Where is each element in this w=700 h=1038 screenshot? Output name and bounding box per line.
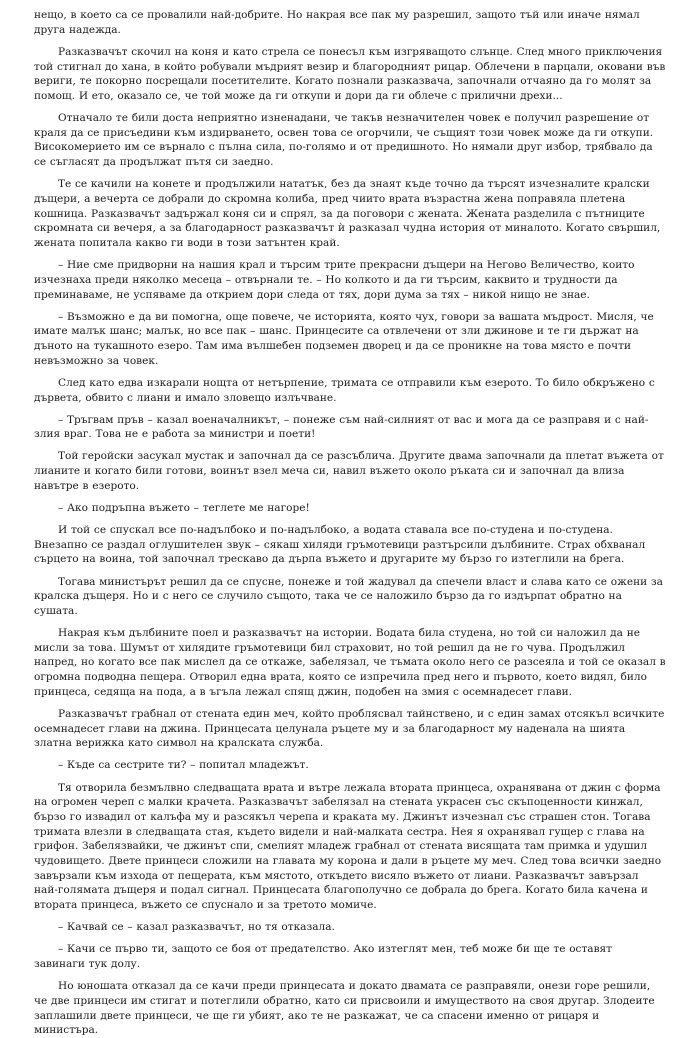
- paragraph-18: – Качи се първо ти, защото се боя от предателство. Ако изтеглят мен, теб може би ще те оставят завинаги тук долу.: [34, 943, 613, 971]
- paragraph-7: След като едва изкарали нощта от нетърпение, тримата се отправили към езерото. То било обкръжено с дървета, обвито с лиани и имало зловещо излъчване.: [34, 376, 655, 404]
- paragraph-9: Той геройски засукал мустак и започнал да се разсъблича. Другите двама започнали да плетат въжета от лианите и когато били готови, воинът взел меча си, навил въжето около ръката си и започнал да влиза навътре в езерото.: [34, 450, 664, 492]
- paragraph-4: Те се качили на конете и продължили нататък, без да знаят къде точно да търсят изчезналите кралски дъщери, а вечерта се добрали до скромна колиба, пред чиито врата възрастна жена поправяла плетена кошница. Разказвачът задържал коня си и спрял, за да поговори с жената. Жената разделила с пътниците скромната си вечеря, а за благодарност разказвачът ѝ разказал чудна история от миналото. Когато свършил, жената попитала какво ги води в този затънтен край.: [34, 178, 661, 250]
- paragraph-17: – Качвай се – казал разказвачът, но тя отказала.: [58, 921, 335, 934]
- paragraph-10: – Ако подръпна въжето – теглете ме нагоре!: [58, 501, 310, 514]
- paragraph-6: – Възможно е да ви помогна, още повече, че историята, която чух, говори за вашата мъдрост. Мисля, че имате малък шанс; малък, но все пак – шанс. Принцесите са отвлечени от зли джинове и те ги държат на дъното на тукашното езеро. Там има вълшебен подземен дворец и да се проникне на това място е почти невъзможно за човек.: [34, 310, 654, 367]
- paragraph-16: Тя отворила безмълвно следващата врата и вътре лежала втората принцеса, охранявана от джин с форма на огромен череп с малки крачета. Разказвачът забелязал на стената украсен със скъпоценности кинжал, бързо го извадил от калъфа му и разсякъл черепа и краката му. Джинът изчезнал със страшен стон. Тогава тримата влезли в следващата стая, където видели и най-малката сестра. Нея я охранявал гущер с глава на грифон. Забелязвайки, че джинът спи, смелият младеж грабнал от стената висящата там примка и удушил чудовището. Двете принцеси сложили на главата му корона и дали в ръцете му меч. След това всички заедно завързали към изхода от пещерата, към мястото, откъдето висяло въжето от лиани. Разказвачът завързал най-голямата дъщеря и подал сигнал. Принцесата благополучно се добрала до брега. Когато била качена и втората принцеса, въжето се спуснало и за третото момиче.: [34, 781, 662, 912]
- paragraph-19: Но юношата отказал да се качи преди принцесата и докато двамата се разправяли, онези горе решили, че две принцеси им стигат и потеглили обратно, като си присвоили и имуществото на своя другар. Злодеите заплашили двете принцеси, че ще ги убият, ако те не разкажат, че са спасени именно от рицаря и министъра.: [34, 980, 655, 1037]
- paragraph-14: Разказвачът грабнал от стената един меч, който проблясвал тайнствено, и с един замах отсякъл всичките осемнадесет глави на джина. Принцесата целунала ръцете му и за благодарност му наденала на шията златна верижка като символ на кралската служба.: [34, 707, 665, 750]
- paragraph-2: Разказвачът скочил на коня и като стрела се понесъл към изгряващото слънце. След много приключения той стигнал до хана, в който робували мъдрият везир и благородният рицар. Облечени в парцали, оковани във вериги, те покорно посрещали посетителите. Когато познали разказвача, започнали отчаяно да го молят за помощ. И ето, оказало се, че той може да ги откупи и дори да ги облече с прилични дрехи...: [34, 45, 666, 102]
- paragraph-13: Накрая към дълбините поел и разказвачът на истории. Водата била студена, но той си наложил да не мисли за това. Шумът от хилядите гръмотевици бил страховит, но той решил да не го чува. Продължил напред, но когато все пак мислел да се откаже, забелязал, че тъмата около него се разсеяла и той се оказал в огромна подводна пещера. Отворил една врата, която се изпречила пред него и първото, което видял, било принцеса, седяща на пода, а в ъгъла лежал спящ джин, подобен на змия с осемнадесет глави.: [34, 627, 666, 698]
- paragraph-15: – Къде са сестрите ти? – попитал младежът.: [58, 759, 309, 772]
- paragraph-5: – Ние сме придворни на нашия крал и търсим трите прекрасни дъщери на Негово Величество, които изчезнаха преди няколко месеца – отвърнали те. – Но колкото и да ги търсим, каквито и трудности да преминаваме, не успяваме да открием дори следа от тях, дори дума за тях – никой нищо не знае.: [34, 259, 635, 301]
- paragraph-8: – Тръгвам пръв – казал военачалникът, – понеже съм най-силният от вас и мога да се разправя и с най-злия враг. Това не е работа за министри и поети!: [34, 413, 649, 441]
- paragraph-3: Отначало те били доста неприятно изненадани, че такъв незначителен човек е получил разрешение от краля да се присъедини към издирването, освен това се огорчили, че същият този човек може да ги откупи. Високомерието им се върнало с пълна сила, по-голямо и от предишното. Но нямали друг избор, трябвало да се съгласят да продължат пътя си заедно.: [34, 112, 654, 169]
- paragraph-12: Тогава министърът решил да се спусне, понеже и той жадувал да спечели власт и слава като се ожени за кралска дъщеря. Но и с него се случило същото, така че се наложило бързо да го издърпат обратно на сушата.: [34, 575, 663, 617]
- paragraph-11: И той се спускал все по-надълбоко и по-надълбоко, а водата ставала все по-студена и по-студена. Внезапно се раздал оглушителен звук – сякаш хиляди гръмотевици разтърсили дълбините. Страх обхванал сърцето на воина, той започнал трескаво да дърпа въжето и другарите му бързо го изтеглили на брега.: [34, 524, 646, 566]
- paragraph-1: нещо, в което са се провалили най-добрите. Но накрая все пак му разрешил, защото тъй или иначе нямал друга надежда.: [34, 9, 640, 36]
